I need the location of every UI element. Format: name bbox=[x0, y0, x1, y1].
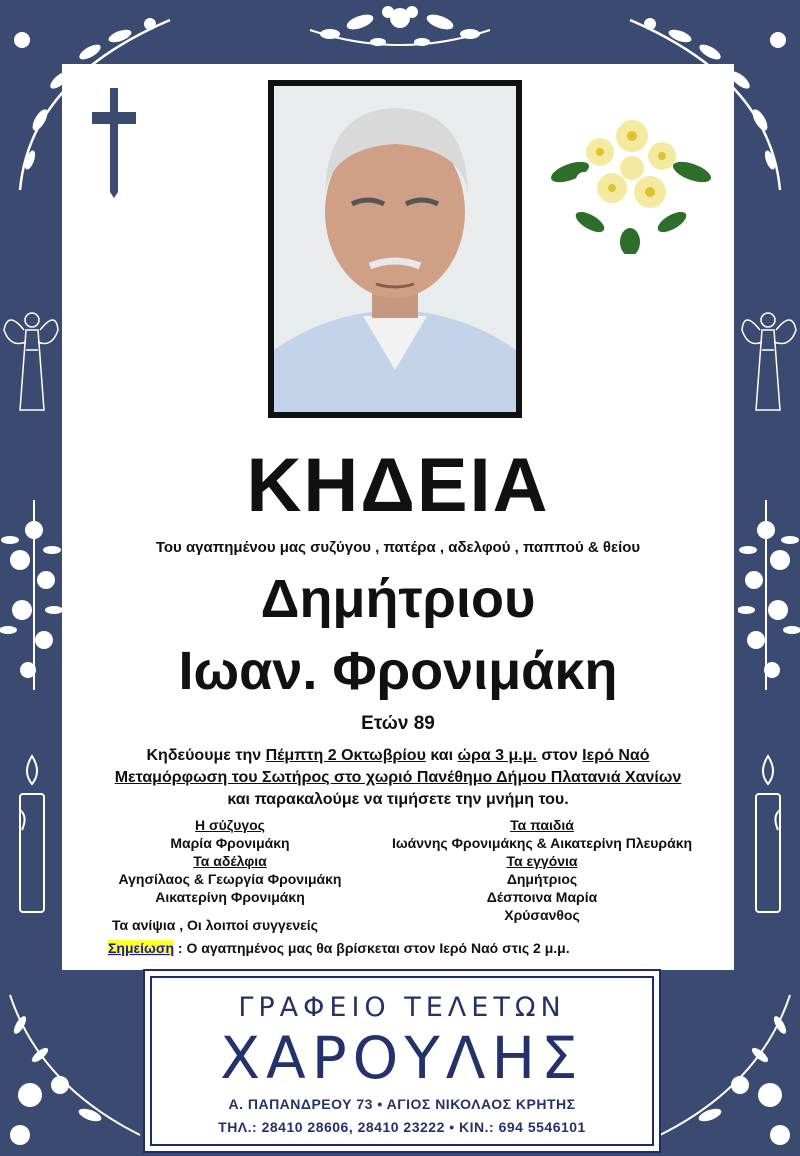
funeral-home-name: ΧΑΡΟΥΛΗΣ bbox=[220, 1024, 584, 1092]
sibling-name: Αγησίλαος & Γεωργία Φρονιμάκη bbox=[118, 871, 342, 887]
spouse-label: Η σύζυγος bbox=[195, 817, 265, 833]
funeral-home-address: Α. ΠΑΠΑΝΔΡΕΟΥ 73 • ΑΓΙΟΣ ΝΙΚΟΛΑΟΣ ΚΡΗΤΗΣ bbox=[228, 1096, 576, 1112]
children-label: Τα παιδιά bbox=[510, 817, 574, 833]
funeral-home-phones: ΤΗΛ.: 28410 28606, 28410 23222 • ΚΙΝ.: 694 5546101 bbox=[218, 1119, 586, 1135]
grandchild-name: Χρύσανθος bbox=[504, 907, 580, 923]
family-right-column bbox=[372, 816, 712, 924]
deceased-first-name: Δημήτριου bbox=[260, 569, 536, 629]
left-candle-icon bbox=[8, 750, 56, 920]
left-angel-icon bbox=[2, 300, 60, 420]
right-angel-icon bbox=[740, 300, 798, 420]
ceremony-line-2: Μεταμόρφωση του Σωτήρος στο χωριό Πανέθημο Δήμου Πλατανιά Χανίων bbox=[114, 769, 682, 786]
grandchild-name: Δέσποινα Μαρία bbox=[486, 889, 598, 905]
funeral-home-label: ΓΡΑΦΕΙΟ ΤΕΛΕΤΩΝ bbox=[238, 992, 566, 1023]
grandchild-name: Δημήτριος bbox=[506, 871, 578, 887]
cross-icon bbox=[90, 88, 138, 198]
portrait-photo bbox=[268, 80, 522, 418]
ceremony-line-1: Κηδεύουμε την Πέμπτη 2 Οκτωβρίου και ώρα 3 μ.μ. στον Ιερό Ναό bbox=[146, 747, 650, 764]
grandchildren-label: Τα εγγόνια bbox=[506, 853, 578, 869]
right-floral-column bbox=[738, 500, 800, 690]
other-relatives: Τα ανίψια , Οι λοιποί συγγενείς bbox=[112, 917, 318, 933]
right-candle-icon bbox=[744, 750, 792, 920]
note-line bbox=[108, 938, 570, 958]
flower-bouquet bbox=[550, 92, 712, 254]
deceased-age: Ετών 89 bbox=[361, 713, 435, 734]
children-names: Ιωάννης Φρονιμάκης & Αικατερίνη Πλευράκη bbox=[391, 835, 693, 851]
notice-title: ΚΗΔΕΙΑ bbox=[246, 443, 550, 528]
notice-intro: Του αγαπημένου μας συζύγου , πατέρα , αδελφού , παππού & θείου bbox=[155, 539, 641, 556]
left-floral-column bbox=[0, 500, 62, 690]
bottom-right-floral-ornament bbox=[650, 985, 800, 1155]
ceremony-line-3: και παρακαλούμε να τιμήσετε την μνήμη του. bbox=[227, 791, 569, 808]
funeral-home-box bbox=[150, 976, 654, 1146]
deceased-surname: Ιωαν. Φρονιμάκη bbox=[178, 641, 618, 701]
bottom-left-floral-ornament bbox=[0, 985, 150, 1155]
sibling-name: Αικατερίνη Φρονιμάκη bbox=[155, 889, 305, 905]
siblings-label: Τα αδέλφια bbox=[193, 853, 267, 869]
spouse-name: Μαρία Φρονιμάκη bbox=[170, 835, 290, 851]
note-label: Σημείωση bbox=[108, 940, 175, 956]
top-floral-ornament bbox=[300, 0, 500, 60]
note-text: : Ο αγαπημένος μας θα βρίσκεται στον Ιερό Ναό στις 2 μ.μ. bbox=[174, 940, 570, 956]
family-left-column bbox=[80, 816, 380, 906]
